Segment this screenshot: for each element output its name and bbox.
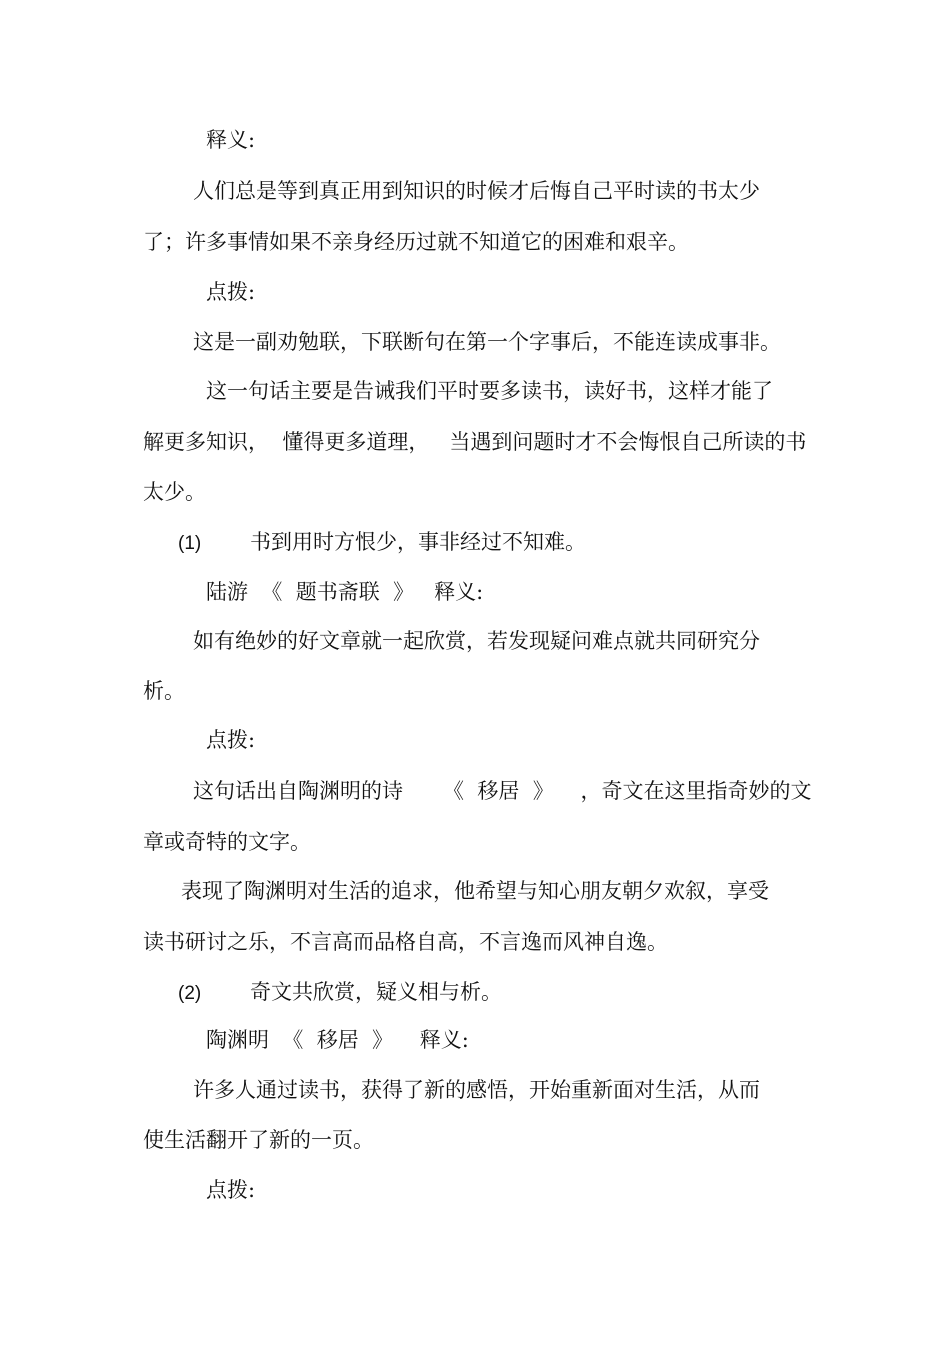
text-line: 书到用时方恨少，事非经过不知难。 bbox=[250, 530, 586, 554]
text-line: 太少。 bbox=[143, 480, 206, 504]
text-line: 使生活翻开了新的一页。 bbox=[143, 1128, 374, 1152]
text-line: 人们总是等到真正用到知识的时候才后悔自己平时读的书太少 bbox=[193, 179, 760, 203]
item-number: (1) bbox=[178, 533, 202, 554]
text-line: 点拨: bbox=[206, 280, 256, 304]
text-line: 释义: bbox=[206, 128, 256, 152]
text-line: 章或奇特的文字。 bbox=[143, 830, 311, 854]
text-line: 解更多知识， 懂得更多道理， 当遇到问题时才不会悔恨自己所读的书 bbox=[143, 430, 807, 454]
item-number: (2) bbox=[178, 983, 202, 1004]
text-line: 如有绝妙的好文章就一起欣赏，若发现疑问难点就共同研究分 bbox=[193, 629, 760, 653]
text-line: 读书研讨之乐，不言高而品格自高，不言逸而风神自逸。 bbox=[143, 930, 668, 954]
text-line: 点拨: bbox=[206, 1178, 256, 1202]
text-line: 了；许多事情如果不亲身经历过就不知道它的困难和艰辛。 bbox=[143, 230, 689, 254]
text-line: 这句话出自陶渊明的诗 《 移居 》 ，奇文在这里指奇妙的文 bbox=[193, 779, 812, 803]
text-line: 许多人通过读书，获得了新的感悟，开始重新面对生活，从而 bbox=[193, 1078, 760, 1102]
text-line: 析。 bbox=[143, 679, 185, 703]
text-line: 这是一副劝勉联，下联断句在第一个字事后，不能连读成事非。 bbox=[193, 330, 781, 354]
text-line: 这一句话主要是告诫我们平时要多读书，读好书，这样才能了 bbox=[206, 379, 773, 403]
text-line: 表现了陶渊明对生活的追求，他希望与知心朋友朝夕欢叙，享受 bbox=[181, 879, 769, 903]
text-line: 奇文共欣赏，疑义相与析。 bbox=[250, 980, 502, 1004]
text-line: 陆游 《 题书斋联 》 释义: bbox=[206, 580, 484, 604]
text-line: 陶渊明 《 移居 》 释义: bbox=[206, 1028, 469, 1052]
text-line: 点拨: bbox=[206, 728, 256, 752]
